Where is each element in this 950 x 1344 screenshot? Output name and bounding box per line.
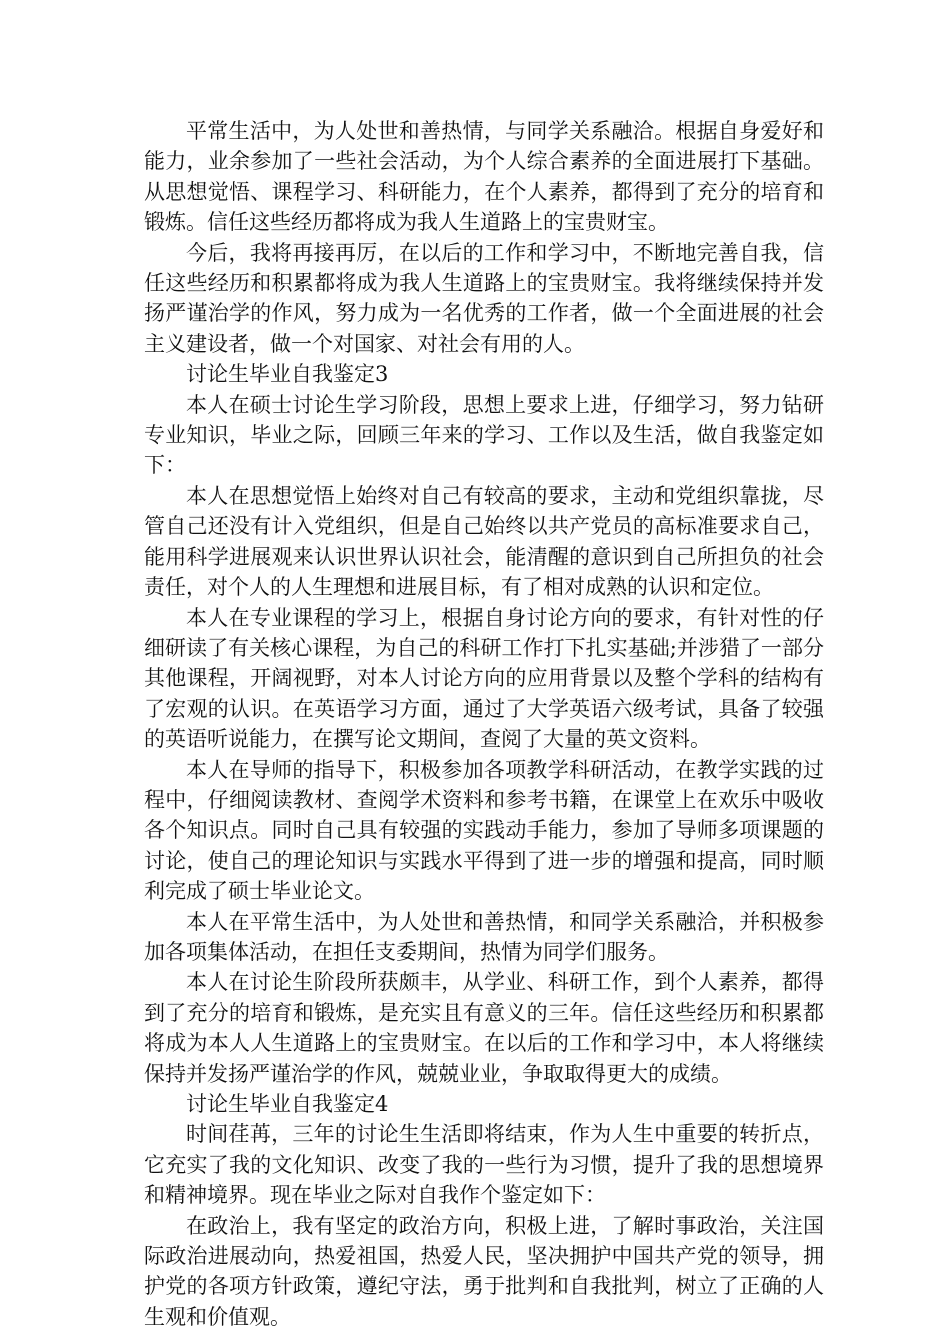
paragraph-research-3: 本人在导师的指导下，积极参加各项教学科研活动，在教学实践的过程中，仔细阅读教材、查阅学术资料和参考书籍，在课堂上在欢乐中吸收各个知识点。同时自己具有较强的实践动手能力，参加了导师多项课题的讨论，使自己的理论知识与实践水平得到了进一步的增强和提高，同时顺利完成了硕士毕业论文。	[144, 757, 824, 904]
paragraph-life-3: 本人在平常生活中，为人处世和善热情，和同学关系融洽，并积极参加各项集体活动，在担任支委期间，热情为同学们服务。	[144, 909, 824, 964]
paragraph-courses-3: 本人在专业课程的学习上，根据自身讨论方向的要求，有针对性的仔细研读了有关核心课程，为自己的科研工作打下扎实基础;并涉猎了一部分其他课程，开阔视野，对本人讨论方向的应用背景以及整个学科的结构有了宏观的认识。在英语学习方面，通过了大学英语六级考试，具备了较强的英语听说能力，在撰写论文期间，查阅了大量的英文资料。	[144, 605, 824, 752]
document-page	[144, 116, 824, 1332]
paragraph-daily-life: 平常生活中，为人处世和善热情，与同学关系融洽。根据自身爱好和能力，业余参加了一些社会活动，为个人综合素养的全面进展打下基础。从思想觉悟、课程学习、科研能力，在个人素养，都得到了充分的培育和锻炼。信任这些经历都将成为我人生道路上的宝贵财宝。	[144, 119, 824, 235]
paragraph-summary-3: 本人在讨论生阶段所获颇丰，从学业、科研工作，到个人素养，都得到了充分的培育和锻炼，是充实且有意义的三年。信任这些经历和积累都将成为本人人生道路上的宝贵财宝。在以后的工作和学习中，本人将继续保持并发扬严谨治学的作风，兢兢业业，争取取得更大的成绩。	[144, 970, 824, 1086]
paragraph-politics-4: 在政治上，我有坚定的政治方向，积极上进，了解时事政治，关注国际政治进展动向，热爱祖国，热爱人民，坚决拥护中国共产党的领导，拥护党的各项方针政策，遵纪守法，勇于批判和自我批判，树立了正确的人生观和价值观。	[144, 1213, 824, 1329]
section-heading-4: 讨论生毕业自我鉴定4	[186, 1092, 389, 1116]
section-heading-3: 讨论生毕业自我鉴定3	[186, 362, 389, 387]
paragraph-ideology-3: 本人在思想觉悟上始终对自己有较高的要求，主动和党组织靠拢，尽管自己还没有计入党组织，但是自己始终以共产党员的高标准要求自己，能用科学进展观来认识世界认识社会，能清醒的意识到自己所担负的社会责任，对个人的人生理想和进展目标，有了相对成熟的认识和定位。	[144, 483, 824, 600]
paragraph-intro-4: 时间荏苒，三年的讨论生生活即将结束，作为人生中重要的转折点，它充实了我的文化知识、改变了我的一些行为习惯，提升了我的思想境界和精神境界。现在毕业之际对自我作个鉴定如下：	[144, 1122, 824, 1208]
paragraph-future: 今后，我将再接再厉，在以后的工作和学习中，不断地完善自我，信任这些经历和积累都将成为我人生道路上的宝贵财宝。我将继续保持并发扬严谨治学的作风，努力成为一名优秀的工作者，做一个全面进展的社会主义建设者，做一个对国家、对社会有用的人。	[144, 240, 824, 356]
paragraph-intro-3: 本人在硕士讨论生学习阶段，思想上要求上进，仔细学习，努力钻研专业知识，毕业之际，回顾三年来的学习、工作以及生活，做自我鉴定如下：	[144, 392, 824, 478]
